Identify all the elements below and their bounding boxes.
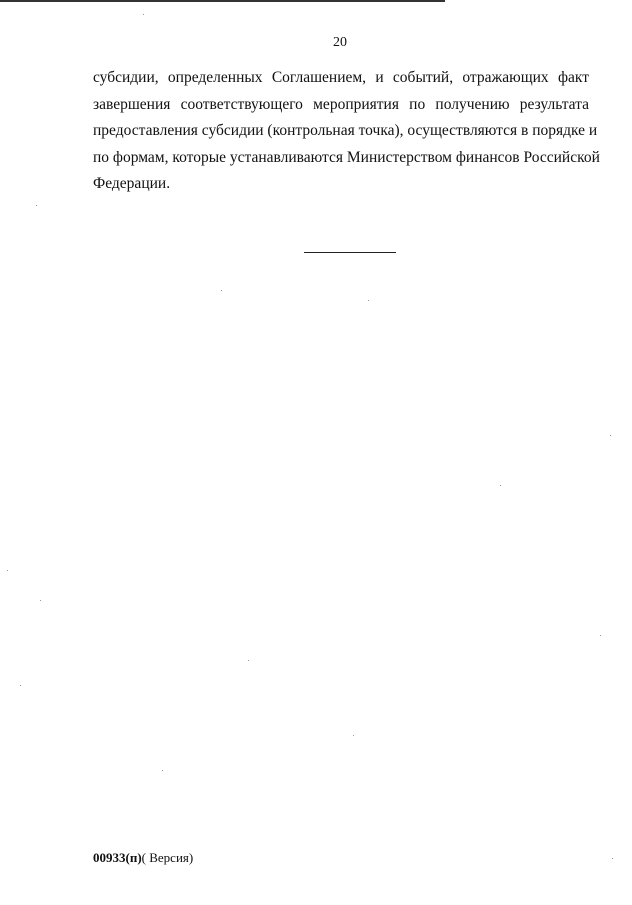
paragraph-line: Федерации. — [93, 175, 171, 192]
scan-speck — [600, 635, 601, 636]
scan-speck — [612, 858, 613, 859]
paragraph-line: по формам, которые устанавливаются Министерством финансов Российской — [93, 148, 600, 166]
scan-speck — [500, 485, 501, 486]
scan-speck — [221, 290, 222, 291]
document-code: 00933(п) — [93, 850, 142, 865]
scan-speck — [368, 300, 369, 301]
document-footer — [93, 850, 193, 866]
scan-speck — [36, 205, 37, 206]
section-separator-line — [304, 252, 396, 253]
top-border-line — [0, 0, 445, 2]
paragraph-line: предоставления субсидии (контрольная точка), осуществляются в порядке и — [93, 122, 598, 139]
scan-speck — [610, 435, 611, 436]
body-paragraph — [93, 65, 600, 198]
document-version: ( Версия) — [141, 850, 194, 865]
scan-speck — [162, 770, 163, 771]
paragraph-line: субсидии, определенных Соглашением, и событий, отражающих факт — [93, 69, 589, 86]
paragraph-line: завершения соответствующего мероприятия по получению результата — [93, 95, 589, 113]
scan-speck — [143, 14, 144, 15]
scan-speck — [20, 685, 21, 686]
scan-speck — [40, 600, 41, 601]
scan-speck — [7, 570, 8, 571]
scan-speck — [248, 660, 249, 661]
page-number: 20 — [333, 35, 347, 50]
scan-speck — [353, 735, 354, 736]
